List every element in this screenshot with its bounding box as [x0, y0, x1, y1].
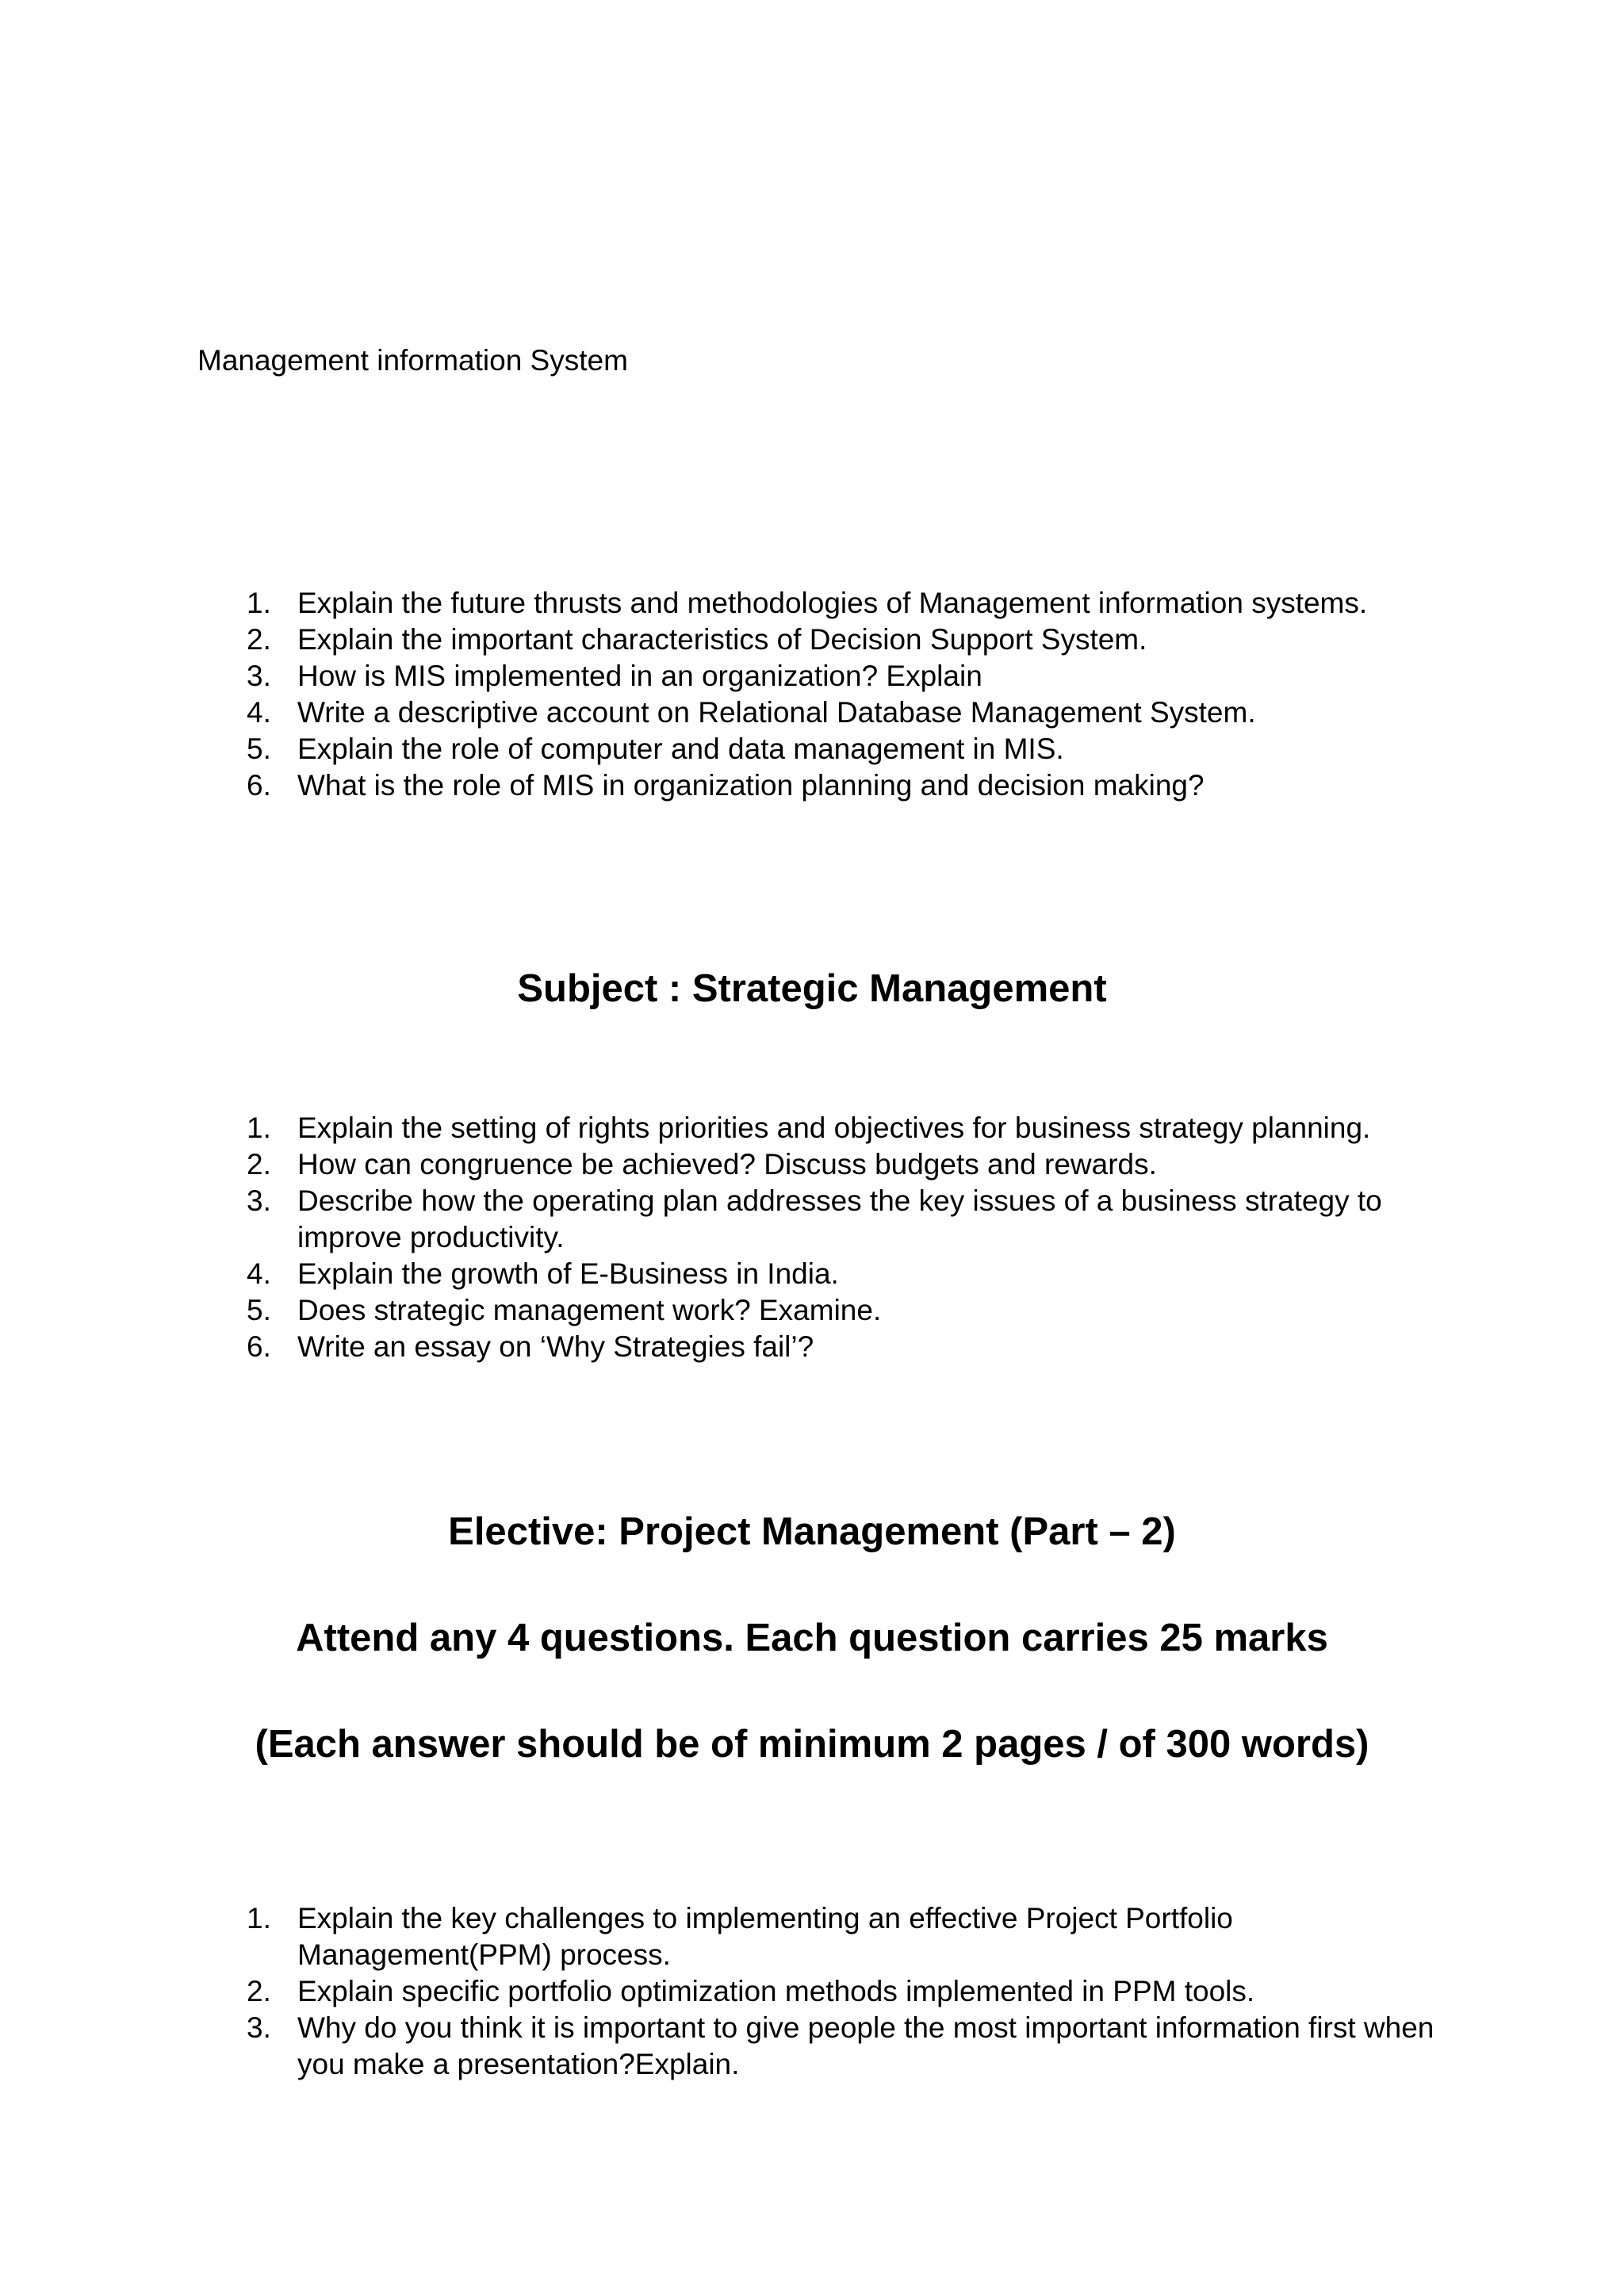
list-item — [0, 695, 1624, 731]
question-text: Explain the key challenges to implementing an effective Project Portfolio Management(PPM) process. — [297, 1902, 1233, 1971]
list-item — [0, 658, 1624, 695]
question-number: 1. — [247, 1902, 271, 1934]
question-number: 6. — [247, 1330, 271, 1363]
list-item — [0, 1146, 1624, 1183]
question-number: 3. — [247, 1184, 271, 1217]
page-title: Management information System — [197, 344, 628, 377]
question-text: Explain the role of computer and data management in MIS. — [297, 733, 1064, 765]
list-item — [0, 1329, 1624, 1365]
question-text: How is MIS implemented in an organization? Explain — [297, 660, 982, 692]
question-text: Explain the growth of E-Business in India. — [297, 1257, 839, 1290]
list-item — [0, 2010, 1624, 2083]
question-text: Explain the setting of rights priorities and objectives for business strategy planning. — [297, 1112, 1371, 1144]
list-item — [0, 622, 1624, 658]
question-number: 5. — [247, 1294, 271, 1326]
question-text: Explain the important characteristics of Decision Support System. — [297, 623, 1147, 656]
question-text: What is the role of MIS in organization planning and decision making? — [297, 769, 1205, 802]
instruction-line: Attend any 4 questions. Each question carries 25 marks — [296, 1617, 1328, 1659]
question-text: Does strategic management work? Examine. — [297, 1294, 882, 1326]
strategic-question-list — [0, 1110, 1624, 1365]
question-number: 4. — [247, 1257, 271, 1290]
question-number: 3. — [247, 660, 271, 692]
question-number: 1. — [247, 587, 271, 619]
question-text: How can congruence be achieved? Discuss budgets and rewards. — [297, 1148, 1157, 1181]
strategic-management-heading: Subject : Strategic Management — [517, 967, 1107, 1010]
length-note: (Each answer should be of minimum 2 pages / of 300 words) — [255, 1723, 1369, 1766]
question-text: Describe how the operating plan addresses the key issues of a business strategy to improve productivity. — [297, 1184, 1382, 1253]
question-number: 5. — [247, 733, 271, 765]
project-management-heading: Elective: Project Management (Part – 2) — [448, 1510, 1176, 1553]
list-item — [0, 1256, 1624, 1292]
list-item — [0, 767, 1624, 804]
project-question-list — [0, 1900, 1624, 2083]
list-item — [0, 1183, 1624, 1256]
list-item — [0, 1110, 1624, 1146]
question-text: Explain specific portfolio optimization methods implemented in PPM tools. — [297, 1975, 1255, 2007]
list-item — [0, 1292, 1624, 1329]
list-item — [0, 585, 1624, 622]
list-item — [0, 1973, 1624, 2010]
question-number: 2. — [247, 623, 271, 656]
question-number: 3. — [247, 2011, 271, 2044]
question-number: 2. — [247, 1148, 271, 1181]
question-text: Write a descriptive account on Relational Database Management System. — [297, 696, 1256, 729]
question-number: 6. — [247, 769, 271, 802]
question-number: 2. — [247, 1975, 271, 2007]
question-text: Why do you think it is important to give people the most important information first when you make a presentation?Explain. — [297, 2011, 1434, 2080]
list-item — [0, 1900, 1624, 1973]
mis-question-list — [0, 585, 1624, 804]
question-text: Write an essay on ‘Why Strategies fail’? — [297, 1330, 814, 1363]
list-item — [0, 731, 1624, 767]
question-number: 4. — [247, 696, 271, 729]
question-number: 1. — [247, 1112, 271, 1144]
question-text: Explain the future thrusts and methodologies of Management information systems. — [297, 587, 1368, 619]
